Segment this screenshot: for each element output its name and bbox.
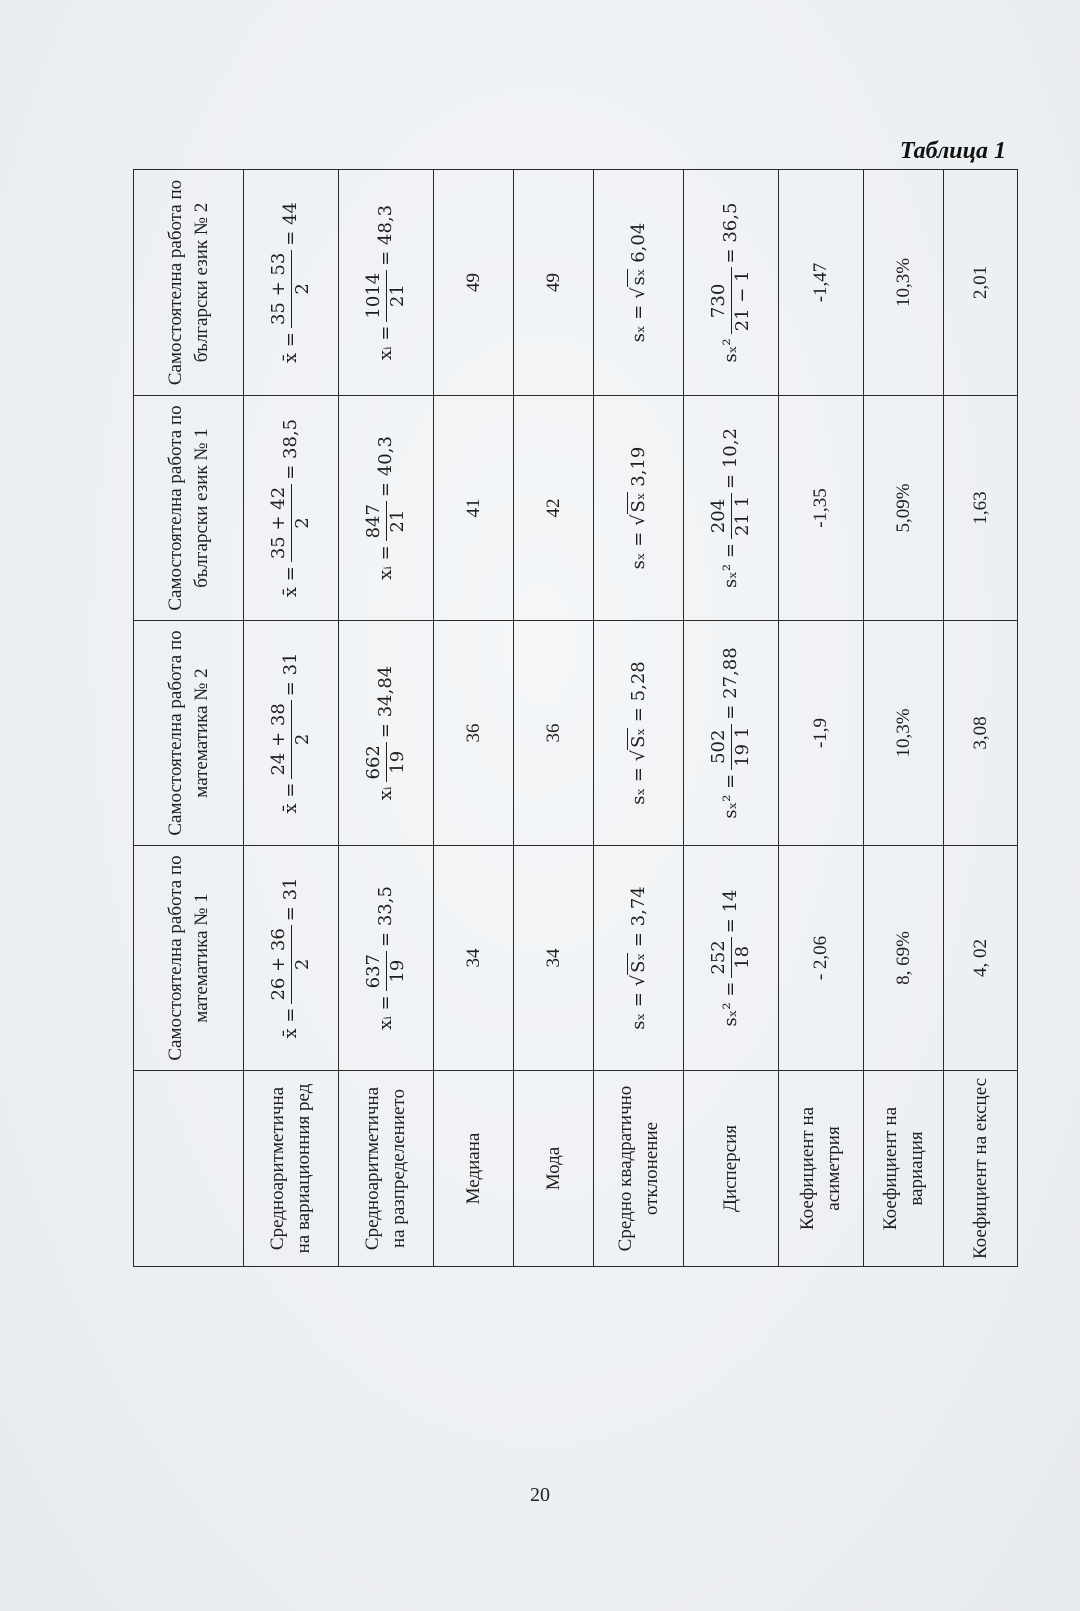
formula-result: = 44 <box>280 201 301 246</box>
formula-result: = 31 <box>280 652 301 697</box>
formula-result: = 36,5 <box>720 202 741 264</box>
fraction-numerator: 847 <box>363 501 387 541</box>
row-label: Коефициент на асиметрия <box>779 1071 864 1267</box>
sqrt-radicand: Sₓ <box>627 727 649 748</box>
row-label: Коефициент на вариация <box>864 1071 944 1267</box>
value-cell: 2,01 <box>944 170 1018 396</box>
value-cell: 5,09% <box>864 396 944 621</box>
formula-cell: sₓ = √sₓ 6,04 <box>594 170 684 396</box>
fraction-denominator: 21 <box>386 284 408 308</box>
value-cell: 34 <box>434 846 514 1071</box>
row-label: Мода <box>514 1071 594 1267</box>
formula-lhs: x̄ = <box>280 782 301 814</box>
header-cell-bulgarian-2: Самостоятелна работа по български език № 2 <box>134 170 244 396</box>
formula-lhs: sₓ² = <box>720 773 741 819</box>
table-rotation-wrapper <box>133 170 1012 1267</box>
value-cell: 10,3% <box>864 170 944 396</box>
page-number: 20 <box>530 1484 550 1506</box>
formula-result: = 33,5 <box>375 886 396 947</box>
fraction-denominator: 19 <box>386 750 408 774</box>
formula-cell <box>339 396 434 621</box>
fraction-numerator: 662 <box>363 742 387 782</box>
formula-cell <box>339 170 434 396</box>
formula-cell <box>339 846 434 1071</box>
fraction-numerator: 204 <box>708 493 732 539</box>
fraction <box>268 925 314 1003</box>
sqrt-radicand: sₓ <box>627 268 649 286</box>
formula-cell: sₓ = √Sₓ = 3,74 <box>594 846 684 1071</box>
fraction <box>363 270 409 322</box>
sqrt-radicand: Sₓ <box>627 492 649 513</box>
formula-cell <box>244 621 339 846</box>
formula-result: = 40,3 <box>375 436 396 497</box>
formula-cell <box>244 170 339 396</box>
fraction-denominator: 18 <box>731 945 753 969</box>
formula-lhs: x̄ = <box>280 1007 301 1039</box>
formula-cell <box>684 846 779 1071</box>
formula-result: = 31 <box>280 877 301 922</box>
fraction-numerator: 637 <box>363 951 387 991</box>
value-cell: 4, 02 <box>944 846 1018 1071</box>
value-cell: 36 <box>514 621 594 846</box>
fraction-numerator: 252 <box>708 937 732 977</box>
table-row <box>864 170 944 1267</box>
header-cell-math-1: Самостоятелна работа по математика № 1 <box>134 846 244 1071</box>
formula-result: = 14 <box>720 889 741 934</box>
formula-result: = 27,88 <box>720 647 741 720</box>
header-cell-bulgarian-1: Самостоятелна работа по български език № 1 <box>134 396 244 621</box>
fraction-numerator: 35 + 42 <box>268 484 292 562</box>
value-cell: 41 <box>434 396 514 621</box>
header-cell-math-2: Самостоятелна работа по математика № 2 <box>134 621 244 846</box>
formula-lhs: xᵢ = <box>375 325 396 361</box>
formula-result: = 34,84 <box>375 665 396 739</box>
value-cell: 49 <box>434 170 514 396</box>
value-cell: 8, 69% <box>864 846 944 1071</box>
formula-lhs: sₓ² = <box>720 981 741 1027</box>
fraction <box>363 951 409 991</box>
formula-lhs: sₓ² <box>720 338 741 363</box>
fraction-numerator: 1014 <box>363 270 387 322</box>
formula-lhs: sₓ² = <box>720 543 741 588</box>
fraction <box>363 742 409 782</box>
formula-cell <box>339 621 434 846</box>
formula-result: 3,19 <box>627 446 649 487</box>
value-cell: 36 <box>434 621 514 846</box>
fraction-numerator: 35 + 53 <box>268 250 292 328</box>
formula-result: = 3,74 <box>627 886 649 948</box>
table-row <box>244 170 339 1267</box>
fraction-denominator: 2 <box>291 958 313 971</box>
row-label: Средноаритметична на разпределението <box>339 1071 434 1267</box>
formula-cell <box>684 396 779 621</box>
row-label: Средно квадратично отклонение <box>594 1071 684 1267</box>
header-cell-empty <box>134 1071 244 1267</box>
formula-lhs: xᵢ <box>375 786 396 801</box>
value-cell: 42 <box>514 396 594 621</box>
table-row <box>779 170 864 1267</box>
formula-cell: sₓ = √Sₓ = 5,28 <box>594 621 684 846</box>
formula-cell: sₓ = √Sₓ 3,19 <box>594 396 684 621</box>
row-label: Коефициент на ексцес <box>944 1071 1018 1267</box>
formula-lhs: sₓ = <box>627 531 649 570</box>
formula-lhs: sₓ = <box>627 304 649 343</box>
formula-result: = 10,2 <box>720 428 741 489</box>
value-cell: 3,08 <box>944 621 1018 846</box>
table-title: Таблица 1 <box>899 138 1006 164</box>
rotated-table-container <box>133 170 1012 1267</box>
formula-lhs: x̄ = <box>280 332 301 364</box>
value-cell: 1,63 <box>944 396 1018 621</box>
formula-result: = 38,5 <box>280 418 301 480</box>
formula-cell <box>684 621 779 846</box>
fraction-numerator: 24 + 38 <box>268 700 292 778</box>
value-cell: -1,9 <box>779 621 864 846</box>
value-cell: -1,35 <box>779 396 864 621</box>
value-cell: 49 <box>514 170 594 396</box>
formula-cell <box>684 170 779 396</box>
formula-lhs: x̄ = <box>280 566 301 598</box>
formula-result: 6,04 <box>627 222 649 263</box>
value-cell: 10,3% <box>864 621 944 846</box>
formula-lhs: sₓ = <box>627 767 649 805</box>
row-label: Средноаритметична на вариационния ред <box>244 1071 339 1267</box>
fraction <box>268 250 314 328</box>
fraction-numerator: 730 <box>708 267 732 334</box>
row-label: Медиана <box>434 1071 514 1267</box>
fraction-denominator: 21 1 <box>731 495 753 537</box>
fraction-denominator: 19 <box>386 959 408 983</box>
fraction-numerator: 502 <box>708 724 732 770</box>
fraction <box>708 493 754 539</box>
table-row <box>594 170 684 1267</box>
formula-cell <box>244 846 339 1071</box>
fraction <box>708 724 754 770</box>
table-row <box>944 170 1018 1267</box>
statistics-table <box>133 169 1018 1267</box>
formula-lhs: sₓ = <box>627 992 649 1030</box>
fraction-denominator: 2 <box>291 517 313 529</box>
formula-result: = 48,3 <box>375 204 396 266</box>
table-header-row <box>134 170 244 1267</box>
fraction <box>708 937 754 977</box>
fraction-denominator: 21 <box>386 509 408 533</box>
table-row <box>339 170 434 1267</box>
fraction-denominator: 21 − 1 <box>731 270 753 332</box>
table-row <box>684 170 779 1267</box>
fraction-denominator: 2 <box>291 733 313 746</box>
value-cell: -1,47 <box>779 170 864 396</box>
fraction <box>708 267 754 334</box>
fraction <box>268 484 314 562</box>
sqrt-radicand: Sₓ <box>627 952 649 973</box>
formula-result: = 5,28 <box>627 661 649 723</box>
table-row <box>434 170 514 1267</box>
value-cell: - 2,06 <box>779 846 864 1071</box>
fraction-numerator: 26 + 36 <box>268 925 292 1003</box>
fraction <box>363 501 409 541</box>
table-row <box>514 170 594 1267</box>
fraction <box>268 700 314 778</box>
formula-lhs: xᵢ = <box>375 995 396 1030</box>
value-cell: 34 <box>514 846 594 1071</box>
fraction-denominator: 2 <box>291 283 313 295</box>
formula-lhs: xᵢ = <box>375 545 396 580</box>
fraction-denominator: 19 1 <box>731 726 753 767</box>
formula-cell <box>244 396 339 621</box>
row-label: Дисперсия <box>684 1071 779 1267</box>
